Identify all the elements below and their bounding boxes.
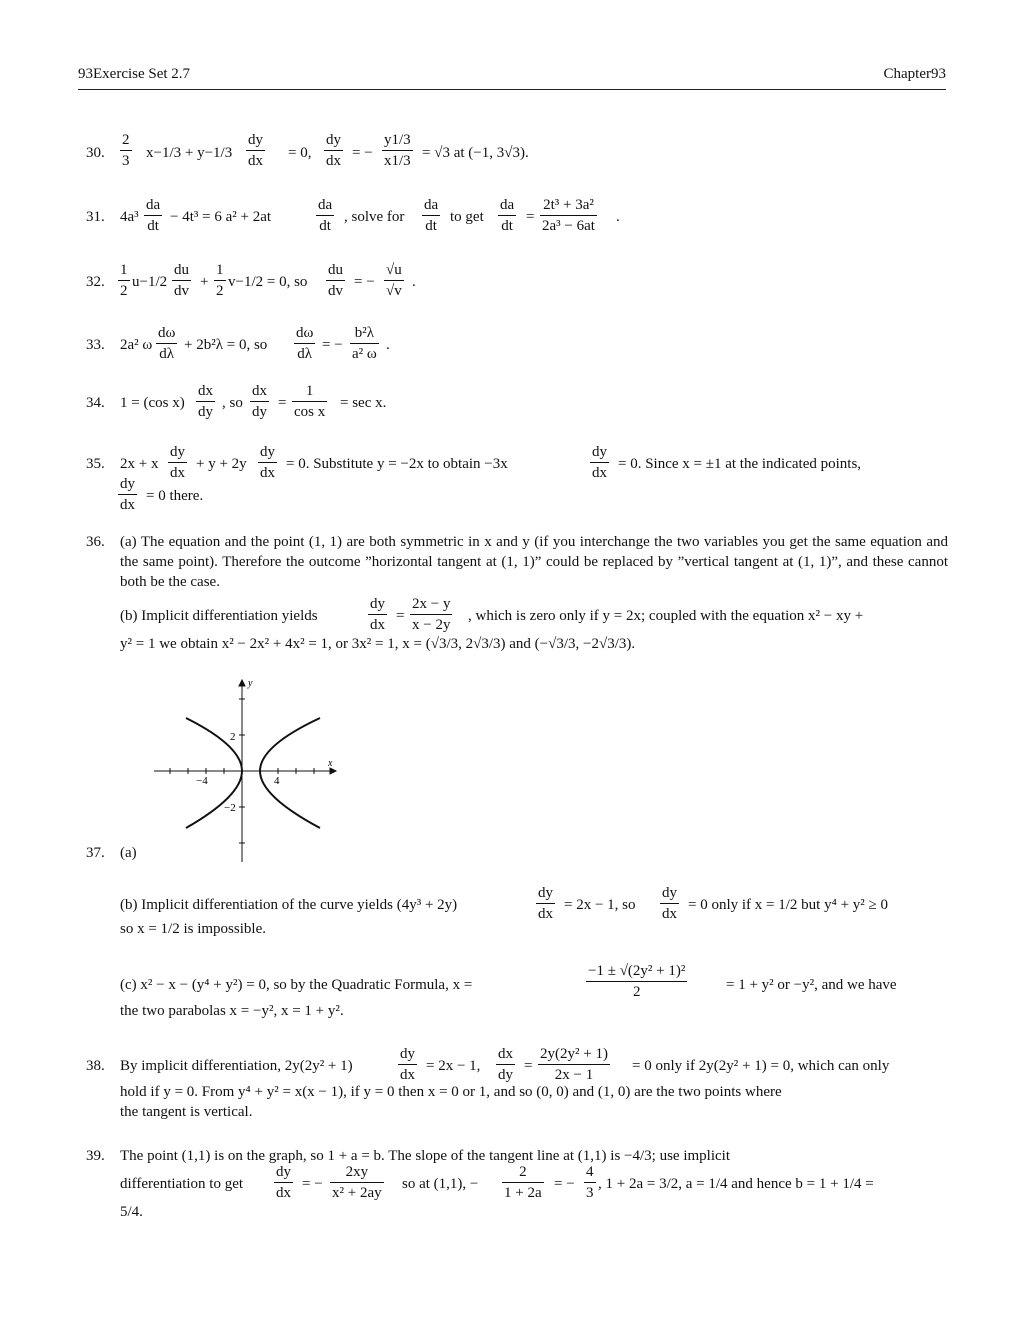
- part-label: (a): [120, 845, 137, 861]
- expression: , 1 + 2a = 3/2, a = 1/4 and hence b = 1 + 1/4 =: [598, 1176, 874, 1192]
- expression: − 4t³ = 6 a² + 2at: [170, 209, 272, 225]
- expression: (b) Implicit differentiation of the curve yields (4y³ + 2y): [120, 897, 458, 913]
- fraction: $\frac{\text{2t³ + 3a²}}{\text{2a³ − 6at}}$: [542, 197, 595, 235]
- expression: v−1/2 = 0, so: [228, 274, 308, 290]
- expression: 1 = (cos x): [120, 395, 185, 411]
- problem-33: [86, 323, 948, 367]
- fraction: $\frac{√u}{√v}$: [386, 262, 402, 300]
- y-axis-arrow: [239, 680, 245, 686]
- fraction: $\frac{du}{dv}$: [328, 262, 343, 300]
- fraction: $\frac{d\omega}{d\lambda}$: [158, 325, 176, 363]
- problem-30: [86, 130, 948, 174]
- fraction: $\frac{dy}{dx}$: [538, 885, 553, 923]
- expression: = −: [302, 1176, 323, 1192]
- fraction: $\frac{dy}{dx}$: [370, 596, 385, 634]
- problem-number: 36.: [86, 534, 105, 550]
- expression: differentiation to get: [120, 1176, 244, 1192]
- problem-number: 30.: [86, 145, 105, 161]
- hyperbola-graph: [150, 676, 340, 866]
- expression: y² = 1 we obtain x² − 2x² + 4x² = 1, or 3x² = 1, x = (√3/3, 2√3/3) and (−√3/3, −2√3/3).: [120, 636, 636, 652]
- fraction: $\frac{dx}{dy}$: [198, 383, 213, 421]
- expression: the tangent is vertical.: [120, 1104, 253, 1120]
- expression: = 0. Substitute y = −2x to obtain −3x: [286, 456, 508, 472]
- expression: By implicit differentiation, 2y(2y² + 1): [120, 1058, 353, 1074]
- expression: =: [278, 395, 287, 411]
- fraction: $\frac{2}{1 + 2a}$: [504, 1164, 542, 1202]
- problem-38: [86, 1044, 948, 1124]
- fraction: $\frac{dy}{dx}$: [276, 1164, 291, 1202]
- expression: (b) Implicit differentiation yields: [120, 608, 318, 624]
- fraction: $\frac{1}{2}$: [120, 262, 128, 300]
- expression: = −: [322, 337, 343, 353]
- fraction: $\frac{y1/3}{x1/3}$: [384, 132, 411, 170]
- expression: hold if y = 0. From y⁴ + y² = x(x − 1), if y = 0 then x = 0 or 1, and so (0, 0) and (1, 0) are the two points where: [120, 1084, 782, 1100]
- fraction: $\frac{1}{\text{cos x}}$: [294, 383, 326, 421]
- expression: 2x + x: [120, 456, 159, 472]
- expression: = −: [352, 145, 373, 161]
- header-rule: [78, 89, 946, 90]
- fraction: $\frac{4}{3}$: [586, 1164, 594, 1202]
- problem-31: [86, 195, 948, 239]
- problem-34: [86, 381, 948, 425]
- fraction: $\frac{2x - y}{x - 2y}$: [412, 596, 451, 634]
- right-branch: [260, 718, 320, 828]
- fraction: $\frac{dx}{dy}$: [498, 1046, 513, 1084]
- problem-number: 32.: [86, 274, 105, 290]
- problem-number: 38.: [86, 1058, 105, 1074]
- x-tick-label: −4: [196, 775, 208, 787]
- y-tick-label: −2: [224, 802, 236, 814]
- y-tick-label: 2: [230, 731, 236, 743]
- expression: , which is zero only if y = 2x; coupled with the equation x² − xy +: [468, 608, 864, 624]
- expression: u−1/2: [132, 274, 168, 290]
- fraction: $\frac{dy}{dx}$: [248, 132, 263, 170]
- expression: =: [396, 608, 405, 624]
- expression: x−1/3 + y−1/3: [146, 145, 233, 161]
- running-header-left: 93Exercise Set 2.7: [78, 66, 191, 82]
- expression: .: [412, 274, 416, 290]
- fraction: $\frac{dy}{dx}$: [170, 444, 185, 482]
- expression: 2a² ω: [120, 337, 153, 353]
- expression: = 2x − 1,: [426, 1058, 481, 1074]
- expression: + 2b²λ = 0, so: [184, 337, 268, 353]
- expression: 4a³: [120, 209, 139, 225]
- problem-number: 37.: [86, 845, 105, 861]
- expression: =: [524, 1058, 533, 1074]
- expression: .: [616, 209, 620, 225]
- expression: so x = 1/2 is impossible.: [120, 921, 266, 937]
- expression: +: [200, 274, 209, 290]
- fraction: $\frac{\text{b²λ}}{\text{a² ω}}$: [352, 325, 377, 363]
- expression: = −: [354, 274, 375, 290]
- fraction: $\frac{1}{2}$: [216, 262, 224, 300]
- fraction: $\frac{dx}{dy}$: [252, 383, 267, 421]
- fraction: $\frac{\text{−1 ± √(2y² + 1)²}}{2}$: [588, 963, 686, 1001]
- fraction: $\frac{da}{dt}$: [146, 197, 161, 235]
- fraction: $\frac{dy}{dx}$: [326, 132, 341, 170]
- expression: = 0,: [288, 145, 312, 161]
- problem-number: 39.: [86, 1148, 105, 1164]
- expression: to get: [450, 209, 484, 225]
- problem-32: [86, 260, 948, 304]
- fraction: $\frac{dy}{dx}$: [662, 885, 677, 923]
- fraction: $\frac{dy}{dx}$: [260, 444, 275, 482]
- x-axis-label: x: [328, 758, 333, 769]
- problem-number: 35.: [86, 456, 105, 472]
- fraction: $\frac{2xy}{\text{x² + 2ay}}$: [332, 1164, 382, 1202]
- fraction: $\frac{da}{dt}$: [424, 197, 439, 235]
- problem-number: 34.: [86, 395, 105, 411]
- expression: .: [386, 337, 390, 353]
- expression: 5/4.: [120, 1204, 143, 1220]
- expression: + y + 2y: [196, 456, 247, 472]
- fraction: $\frac{da}{dt}$: [318, 197, 333, 235]
- expression: the two parabolas x = −y², x = 1 + y².: [120, 1003, 344, 1019]
- x-tick-label: 4: [274, 775, 280, 787]
- expression: =: [526, 209, 535, 225]
- fraction: $\frac{d\omega}{d\lambda}$: [296, 325, 314, 363]
- problem-number: 33.: [86, 337, 105, 353]
- expression: = sec x.: [340, 395, 387, 411]
- expression: , solve for: [344, 209, 405, 225]
- expression: = 0 there.: [146, 488, 204, 504]
- fraction: $\frac{dy}{dx}$: [120, 476, 135, 514]
- running-header-right: Chapter93: [883, 66, 946, 82]
- expression: The point (1,1) is on the graph, so 1 + a = b. The slope of the tangent line at (1,1) is −4/3; use implicit: [120, 1148, 730, 1164]
- problem-number: 31.: [86, 209, 105, 225]
- expression: = 0 only if 2y(2y² + 1) = 0, which can only: [632, 1058, 890, 1074]
- fraction: $\frac{dy}{dx}$: [400, 1046, 415, 1084]
- fraction: $\frac{du}{dv}$: [174, 262, 189, 300]
- expression: so at (1,1), −: [402, 1176, 479, 1192]
- fraction: $\frac{\text{2y(2y² + 1)}}{2x - 1}$: [540, 1046, 608, 1084]
- expression: = 0 only if x = 1/2 but y⁴ + y² ≥ 0: [688, 897, 889, 913]
- expression: = 0. Since x = ±1 at the indicated points,: [618, 456, 862, 472]
- y-axis-label: y: [248, 678, 253, 689]
- problem-39: [86, 1146, 948, 1226]
- fraction: $\frac{2}{3}$: [122, 132, 130, 170]
- part-a-text: (a) The equation and the point (1, 1) are both symmetric in x and y (if you interchange the two variables you get the same equation and the same point). Therefore the outcome ”horizontal tangent at (1, 1)” could be replaced by ”vertical tangent at (1, 1)”, and these cannot both be the case.: [120, 534, 948, 590]
- fraction: $\frac{da}{dt}$: [500, 197, 515, 235]
- problem-36: [86, 532, 948, 656]
- problem-37: [86, 843, 948, 1033]
- fraction: $\frac{dy}{dx}$: [592, 444, 607, 482]
- expression: = −: [554, 1176, 575, 1192]
- expression: = 2x − 1, so: [564, 897, 636, 913]
- problem-35: [86, 442, 948, 516]
- expression: , so: [222, 395, 243, 411]
- expression: = √3 at (−1, 3√3).: [422, 145, 529, 161]
- expression: = 1 + y² or −y², and we have: [726, 977, 897, 993]
- expression: (c) x² − x − (y⁴ + y²) = 0, so by the Quadratic Formula, x =: [120, 977, 473, 993]
